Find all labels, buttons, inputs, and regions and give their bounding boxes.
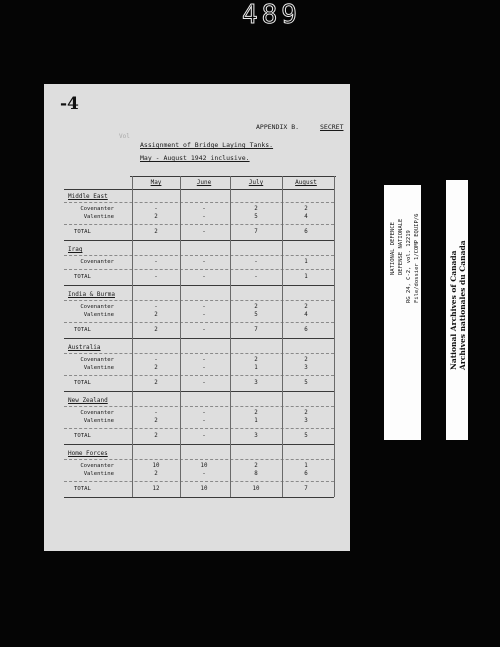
value-cell: 5 — [254, 214, 258, 220]
value-cell: 2 — [254, 410, 258, 416]
value-cell: 2 — [154, 418, 158, 424]
value-cell: 2 — [304, 206, 308, 212]
column-header: July — [248, 179, 264, 186]
total-cell: 5 — [304, 380, 308, 386]
section-name: Iraq — [68, 246, 83, 253]
column-header: May — [150, 179, 162, 186]
total-divider — [64, 428, 334, 429]
document-subtitle: May - August 1942 inclusive. — [140, 154, 250, 162]
total-cell: - — [202, 380, 206, 386]
row-label: Valentine — [83, 418, 114, 424]
section-bottom-line — [64, 391, 334, 392]
value-cell: 2 — [304, 357, 308, 363]
value-cell: 2 — [254, 463, 258, 469]
value-cell: 6 — [304, 471, 308, 477]
total-cell: 2 — [154, 380, 158, 386]
value-cell: - — [202, 214, 206, 220]
total-label: TOTAL — [74, 486, 91, 492]
column-border — [132, 176, 133, 497]
value-cell: 2 — [154, 214, 158, 220]
section-name: Home Forces — [68, 450, 108, 457]
value-cell: 1 — [254, 418, 258, 424]
section-bottom-line — [64, 497, 334, 498]
total-cell: 10 — [200, 486, 208, 492]
value-cell: 4 — [304, 214, 308, 220]
column-header: August — [295, 179, 317, 186]
total-label: TOTAL — [74, 433, 91, 439]
section-bottom-line — [64, 444, 334, 445]
total-cell: - — [202, 274, 206, 280]
total-cell: 2 — [154, 433, 158, 439]
header-bottom-line — [64, 189, 334, 190]
value-cell: - — [202, 418, 206, 424]
reference-strip — [384, 185, 421, 440]
row-label: Covenanter — [80, 357, 114, 363]
row-label: Covenanter — [80, 304, 114, 310]
section-name: New Zealand — [68, 397, 108, 404]
value-cell: 2 — [254, 304, 258, 310]
archives-line-en: National Archives of Canada — [449, 250, 458, 370]
total-divider — [64, 375, 334, 376]
reference-line-1: NATIONAL DEFENCE — [390, 222, 396, 275]
faint-text: Vol — [119, 133, 130, 140]
reference-line-4: File/dossier 1/COMP EQUIP/6 — [414, 213, 420, 303]
value-cell: - — [254, 259, 258, 265]
archives-strip — [446, 180, 468, 440]
value-cell: 2 — [154, 365, 158, 371]
value-cell: 2 — [154, 312, 158, 318]
table-top-line — [130, 176, 336, 177]
section-name: Middle East — [68, 193, 108, 200]
appendix-label: APPENDIX B. — [256, 123, 300, 131]
value-cell: - — [154, 357, 158, 363]
value-cell: - — [154, 259, 158, 265]
total-cell: 12 — [152, 486, 160, 492]
value-cell: - — [202, 304, 206, 310]
total-cell: - — [254, 274, 258, 280]
total-label: TOTAL — [74, 274, 91, 280]
value-cell: 2 — [254, 357, 258, 363]
total-cell: - — [154, 274, 158, 280]
reference-line-2: DEFENSE NATIONALE — [398, 218, 404, 275]
classification-label: SECRET — [320, 123, 344, 131]
row-label: Valentine — [83, 214, 114, 220]
value-cell: 1 — [304, 259, 308, 265]
total-cell: 6 — [304, 229, 308, 235]
total-cell: 7 — [304, 486, 308, 492]
value-cell: 1 — [254, 365, 258, 371]
row-label: Covenanter — [80, 206, 114, 212]
value-cell: - — [154, 206, 158, 212]
total-cell: 3 — [254, 380, 258, 386]
row-label: Covenanter — [80, 259, 114, 265]
total-divider — [64, 269, 334, 270]
total-divider — [64, 224, 334, 225]
section-divider — [64, 406, 334, 407]
total-cell: - — [202, 229, 206, 235]
value-cell: 3 — [304, 365, 308, 371]
total-cell: 10 — [252, 486, 260, 492]
total-cell: 2 — [154, 229, 158, 235]
value-cell: 5 — [254, 312, 258, 318]
row-label: Valentine — [83, 471, 114, 477]
document-title: Assignment of Bridge Laying Tanks. — [140, 141, 274, 149]
value-cell: - — [202, 471, 206, 477]
value-cell: 1 — [304, 463, 308, 469]
column-border — [282, 176, 283, 497]
section-bottom-line — [64, 285, 334, 286]
total-cell: 2 — [154, 327, 158, 333]
reference-line-3: RG 24, C-2, vol. 12219 — [406, 230, 412, 303]
value-cell: - — [202, 365, 206, 371]
row-label: Covenanter — [80, 410, 114, 416]
document-page — [44, 84, 350, 551]
section-divider — [64, 300, 334, 301]
value-cell: - — [154, 304, 158, 310]
column-header: June — [196, 179, 212, 186]
value-cell: - — [154, 410, 158, 416]
section-bottom-line — [64, 240, 334, 241]
section-name: India & Burma — [68, 291, 115, 298]
total-divider — [64, 322, 334, 323]
column-border — [180, 176, 181, 497]
total-divider — [64, 481, 334, 482]
value-cell: 2 — [304, 410, 308, 416]
handwritten-mark: -4 — [60, 94, 79, 114]
total-cell: 6 — [304, 327, 308, 333]
value-cell: - — [202, 206, 206, 212]
value-cell: 10 — [152, 463, 160, 469]
value-cell: 2 — [254, 206, 258, 212]
total-cell: 7 — [254, 327, 258, 333]
section-divider — [64, 255, 334, 256]
total-label: TOTAL — [74, 380, 91, 386]
row-label: Valentine — [83, 312, 114, 318]
total-label: TOTAL — [74, 327, 91, 333]
value-cell: 2 — [304, 304, 308, 310]
column-border — [334, 176, 335, 497]
total-cell: - — [202, 433, 206, 439]
row-label: Valentine — [83, 365, 114, 371]
value-cell: - — [202, 357, 206, 363]
value-cell: - — [202, 410, 206, 416]
section-bottom-line — [64, 338, 334, 339]
section-name: Australia — [68, 344, 101, 351]
column-border — [230, 176, 231, 497]
archives-line-fr: Archives nationales du Canada — [458, 240, 467, 370]
total-label: TOTAL — [74, 229, 91, 235]
total-cell: - — [202, 327, 206, 333]
value-cell: 4 — [304, 312, 308, 318]
value-cell: 8 — [254, 471, 258, 477]
section-divider — [64, 202, 334, 203]
value-cell: 10 — [200, 463, 208, 469]
frame-number: 489 — [242, 0, 301, 30]
total-cell: 5 — [304, 433, 308, 439]
row-label: Covenanter — [80, 463, 114, 469]
total-cell: 3 — [254, 433, 258, 439]
total-cell: 7 — [254, 229, 258, 235]
value-cell: - — [202, 259, 206, 265]
total-cell: 1 — [304, 274, 308, 280]
value-cell: 3 — [304, 418, 308, 424]
section-divider — [64, 459, 334, 460]
value-cell: 2 — [154, 471, 158, 477]
section-divider — [64, 353, 334, 354]
value-cell: - — [202, 312, 206, 318]
